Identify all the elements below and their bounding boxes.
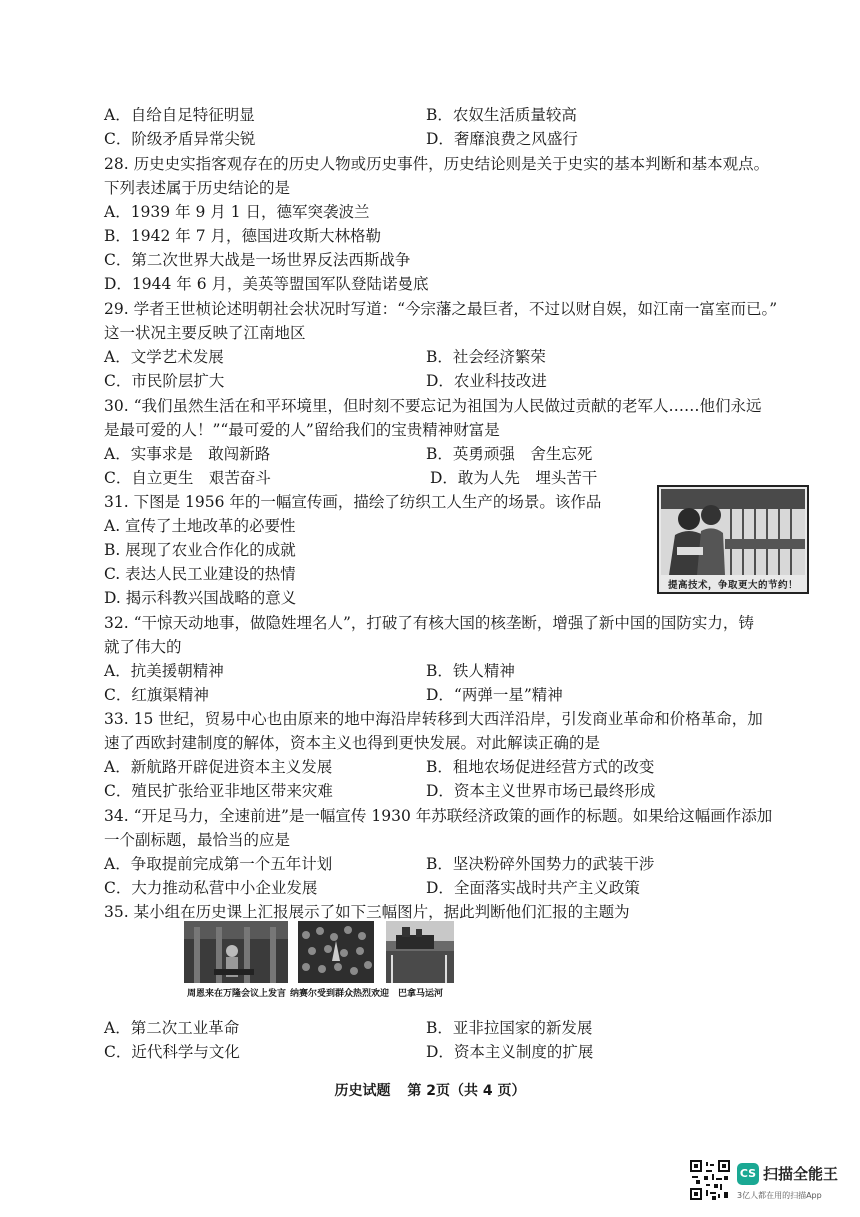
q32-option-b: B．铁人精神 bbox=[426, 662, 515, 680]
page-footer bbox=[0, 1080, 860, 1100]
q27-option-c: C．阶级矛盾异常尖锐 bbox=[104, 130, 256, 148]
propaganda-poster-1956 bbox=[657, 485, 809, 594]
q35-option-d: D．资本主义制度的扩展 bbox=[426, 1043, 594, 1061]
photo-caption-3: 巴拿马运河 bbox=[398, 989, 444, 999]
q34-stem-line1: 34. “开足马力，全速前进”是一幅宣传 1930 年苏联经济政策的画作的标题。如果给这幅画作添加 bbox=[104, 807, 773, 825]
q30-option-c: C．自立更生 艰苦奋斗 bbox=[104, 469, 271, 487]
q33-option-b: B．租地农场促进经营方式的改变 bbox=[426, 758, 655, 776]
q29-stem-line2: 这一状况主要反映了江南地区 bbox=[104, 324, 306, 342]
q29-option-a: A．文学艺术发展 bbox=[104, 348, 224, 366]
footer-subject: 历史试题 bbox=[334, 1083, 391, 1099]
scanner-app-name: 扫描全能王 bbox=[763, 1165, 839, 1183]
footer-page-number: 第 2页（共 4 页） bbox=[407, 1083, 526, 1099]
q33-stem-line2: 速了西欧封建制度的解体，资本主义也得到更快发展。对此解读正确的是 bbox=[104, 734, 601, 752]
q34-stem-line2: 一个副标题，最恰当的应是 bbox=[104, 831, 291, 849]
q35-stem: 35. 某小组在历史课上汇报展示了如下三幅图片，据此判断他们汇报的主题为 bbox=[104, 903, 630, 921]
q31-option-c: C. 表达人民工业建设的热情 bbox=[104, 565, 296, 583]
photo-caption-2: 纳赛尔受到群众热烈欢迎 bbox=[290, 989, 390, 999]
q31-option-b: B. 展现了农业合作化的成就 bbox=[104, 541, 296, 559]
q28-option-a: A．1939 年 9 月 1 日，德军突袭波兰 bbox=[104, 203, 370, 221]
poster-caption: 提高技术，争取更大的节约！ bbox=[667, 580, 798, 591]
q29-option-c: C．市民阶层扩大 bbox=[104, 372, 225, 390]
q30-option-d: D．敢为人先 埋头苦干 bbox=[430, 469, 598, 487]
q32-option-c: C．红旗渠精神 bbox=[104, 686, 209, 704]
q30-stem-line2: 是最可爱的人！”“最可爱的人”留给我们的宝贵精神财富是 bbox=[104, 421, 500, 439]
q33-stem-line1: 33. 15 世纪，贸易中心也由原来的地中海沿岸转移到大西洋沿岸，引发商业革命和价格革命，加 bbox=[104, 710, 763, 728]
q33-option-a: A．新航路开辟促进资本主义发展 bbox=[104, 758, 333, 776]
q27-option-a: A．自给自足特征明显 bbox=[104, 106, 255, 124]
photo-panama-canal bbox=[386, 921, 454, 983]
q32-option-d: D．“两弹一星”精神 bbox=[426, 686, 563, 704]
q27-option-b: B．农奴生活质量较高 bbox=[426, 106, 577, 124]
q30-option-a: A．实事求是 敢闯新路 bbox=[104, 445, 271, 463]
qr-code-icon bbox=[690, 1160, 730, 1200]
q35-option-c: C．近代科学与文化 bbox=[104, 1043, 240, 1061]
q33-option-c: C．殖民扩张给亚非地区带来灾难 bbox=[104, 782, 333, 800]
q34-option-b: B．坚决粉碎外国势力的武装干涉 bbox=[426, 855, 655, 873]
q34-option-d: D．全面落实战时共产主义政策 bbox=[426, 879, 640, 897]
photo-bandung-conference bbox=[184, 921, 288, 983]
q35-option-a: A．第二次工业革命 bbox=[104, 1019, 240, 1037]
q29-option-d: D．农业科技改进 bbox=[426, 372, 547, 390]
q31-option-d: D. 揭示科教兴国战略的意义 bbox=[104, 589, 297, 607]
q28-option-d: D．1944 年 6 月，美英等盟国军队登陆诺曼底 bbox=[104, 275, 429, 293]
poster-artwork bbox=[661, 489, 805, 575]
q32-stem-line2: 就了伟大的 bbox=[104, 638, 182, 656]
q29-option-b: B．社会经济繁荣 bbox=[426, 348, 546, 366]
q33-option-d: D．资本主义世界市场已最终形成 bbox=[426, 782, 656, 800]
q29-stem-line1: 29. 学者王世桢论述明朝社会状况时写道：“今宗藩之最巨者，不过以财自娱，如江南一富室而已。” bbox=[104, 300, 778, 318]
q28-option-b: B．1942 年 7 月，德国进攻斯大林格勒 bbox=[104, 227, 381, 245]
q34-option-c: C．大力推动私营中小企业发展 bbox=[104, 879, 318, 897]
q30-stem-line1: 30. “我们虽然生活在和平环境里，但时刻不要忘记为祖国为人民做过贡献的老军人……他们永远 bbox=[104, 397, 762, 415]
q35-option-b: B．亚非拉国家的新发展 bbox=[426, 1019, 593, 1037]
q32-option-a: A．抗美援朝精神 bbox=[104, 662, 224, 680]
q34-option-a: A．争取提前完成第一个五年计划 bbox=[104, 855, 333, 873]
q31-stem: 31. 下图是 1956 年的一幅宣传画，描绘了纺织工人生产的场景。该作品 bbox=[104, 493, 602, 511]
q28-option-c: C．第二次世界大战是一场世界反法西斯战争 bbox=[104, 251, 411, 269]
q28-stem-line2: 下列表述属于历史结论的是 bbox=[104, 179, 291, 197]
camscanner-logo-icon: CS bbox=[737, 1163, 759, 1185]
scanner-tagline: 3亿人都在用的扫描App bbox=[737, 1191, 822, 1200]
q32-stem-line1: 32. “干惊天动地事，做隐姓埋名人”，打破了有核大国的核垄断，增强了新中国的国防实力，铸 bbox=[104, 614, 754, 632]
q31-option-a: A. 宣传了土地改革的必要性 bbox=[104, 517, 296, 535]
q28-stem-line1: 28. 历史史实指客观存在的历史人物或历史事件，历史结论则是关于史实的基本判断和基本观点。 bbox=[104, 155, 770, 173]
photo-caption-1: 周恩来在万隆会议上发言 bbox=[187, 989, 287, 999]
q30-option-b: B．英勇顽强 舍生忘死 bbox=[426, 445, 593, 463]
q27-option-d: D．奢靡浪费之风盛行 bbox=[426, 130, 578, 148]
photo-nasser-crowd bbox=[298, 921, 374, 983]
